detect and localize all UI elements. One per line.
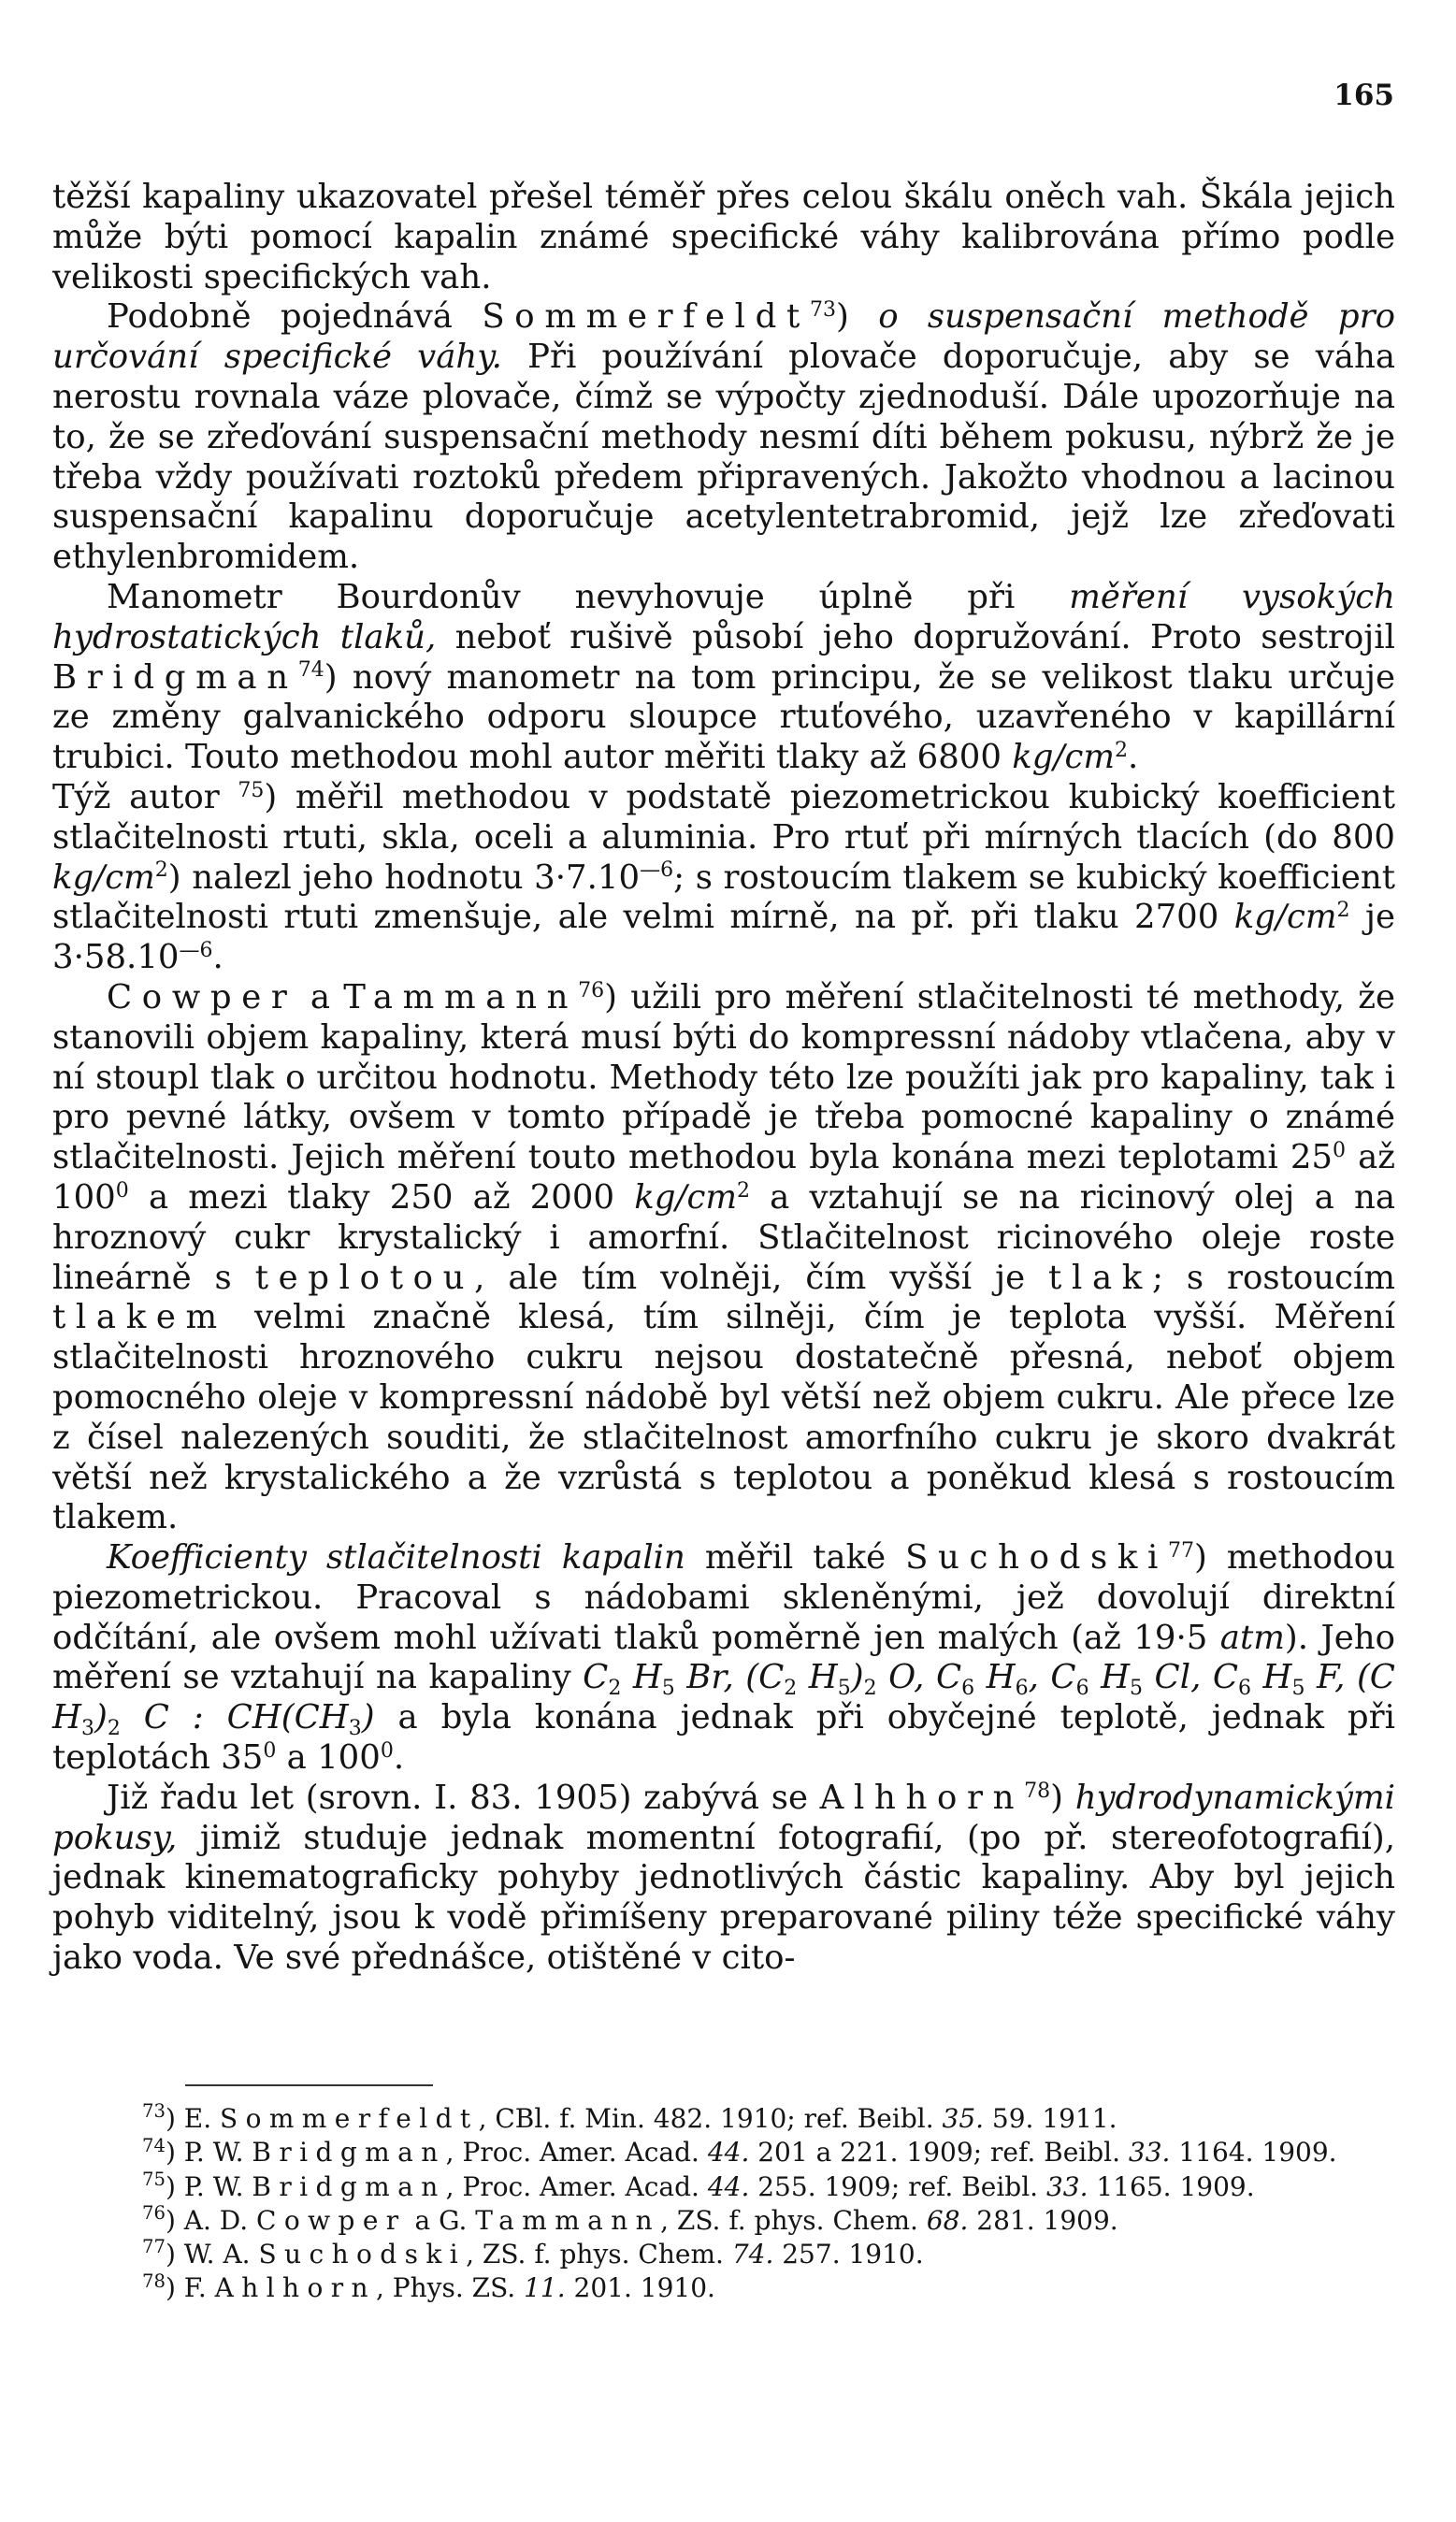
text-run — [734, 1658, 746, 1696]
text-run: 201. 1910. — [565, 2272, 715, 2304]
text-run: ) nový manometr na tom principu, že se velikost tlaku určuje ze změny galvanického odporu sloupce rtuťového, uzavřeného v kapillární trubici. Touto methodou mohl autor měřiti tlaky až 6800 — [52, 657, 1395, 777]
text-run — [1039, 1658, 1051, 1696]
subscript: 6 — [1075, 1677, 1089, 1701]
spaced-name: Sommerfeldt — [482, 297, 810, 337]
text-run: 257. 1910. — [773, 2239, 924, 2270]
spaced-name: Cowper — [107, 977, 297, 1016]
spaced-name: Suchodski — [258, 2239, 467, 2270]
italic-text: o suspensační methodě pro určování specifické váhy. — [52, 297, 1395, 377]
italic-text: 33. — [1045, 2170, 1088, 2202]
italic-text: měření vysokých hydrostatických tlaků, — [52, 577, 1395, 656]
text-run: , CBl. f. Min. 482. 1910; ref. Beibl. — [478, 2103, 943, 2134]
italic-text: H — [974, 1658, 1016, 1697]
text-run: ) F. — [165, 2272, 215, 2304]
text-run: Manometr Bourdonův nevyhovuje úplně při — [107, 577, 1070, 616]
superscript: 2 — [1115, 739, 1129, 763]
text-run: a 100 — [276, 1738, 381, 1778]
page-number: 165 — [1333, 79, 1394, 112]
footnote-fn75 — [52, 2170, 1395, 2204]
text-run: jimiž studuje jednak momentní fotografií, (po př. stereofotografií), jednak kinematograficky pohyby jednotlivých částic kapaliny. Aby byl jejich pohyb viditelný, jsou k vodě přimíšeny preparované piliny téže specifické váhy jako voda. Ve své přednášce, otištěné v cito- — [52, 1818, 1395, 1978]
italic-text: 33. — [1128, 2137, 1171, 2169]
subscript: 5 — [1291, 1677, 1305, 1701]
subscript: 6 — [1238, 1677, 1252, 1701]
body-text — [52, 178, 1395, 1979]
footnotes — [52, 2102, 1395, 2306]
superscript: 2 — [737, 1178, 750, 1203]
spaced-name: tlakem — [52, 1298, 227, 1337]
text-run: , ZS. f. phys. Chem. — [466, 2239, 732, 2270]
italic-text: 44. — [707, 2137, 750, 2169]
spaced-name: Bridgman — [252, 2170, 446, 2202]
text-run: ) A. D. — [165, 2204, 257, 2236]
text-run: , ZS. f. phys. Chem. — [660, 2204, 927, 2236]
paragraph-p2 — [52, 297, 1395, 578]
text-run: a — [296, 977, 344, 1016]
footnote-fn73 — [52, 2102, 1395, 2136]
italic-text: Br, — [674, 1658, 734, 1697]
text-run: velmi značně klesá, tím silněji, čím je teplota vyšší. Měření stlačitelnosti hroznového cukru nejsou dostatečně přesná, neboť objem pomocného oleje v kompressní nádobě byl větší než objem cukru. Ale přece lze z čísel nalezených souditi, že stlačitelnost amorfního cukru je skoro dvakrát větší než krystalického a že vzrůstá s teplotou a poněkud klesá s rostoucím tlakem. — [52, 1298, 1395, 1537]
text-run: , Proc. Amer. Acad. — [445, 2137, 708, 2169]
italic-text: ) — [850, 1658, 864, 1697]
italic-text: H — [797, 1658, 838, 1697]
superscript: 0 — [115, 1178, 129, 1203]
italic-text: kg/cm — [1233, 898, 1337, 937]
footnote-fn77 — [52, 2238, 1395, 2271]
italic-text: C — [1050, 1658, 1076, 1697]
superscript: 75 — [142, 2168, 166, 2190]
footnote-divider — [185, 2084, 433, 2086]
text-run: 201 a 221. 1909; ref. Beibl. — [749, 2137, 1129, 2169]
spaced-name: Tammann — [475, 2204, 661, 2236]
italic-text: H — [1088, 1658, 1131, 1697]
paragraph-p6 — [52, 1538, 1395, 1779]
italic-text: kg/cm — [634, 1177, 737, 1217]
spaced-name: Tammann — [343, 977, 579, 1016]
text-run: 255. 1909; ref. Beibl. — [749, 2170, 1046, 2202]
text-run: ). Jeho měření se vztahují na kapaliny — [52, 1618, 1395, 1697]
subscript: 2 — [608, 1677, 622, 1701]
spaced-name: Alhhorn — [819, 1778, 1025, 1817]
text-run: 59. 1911. — [984, 2103, 1117, 2134]
footnote-fn78 — [52, 2271, 1395, 2305]
paragraph-p5 — [52, 978, 1395, 1538]
paragraph-p3 — [52, 578, 1395, 778]
text-run: , ale tím volněji, čím vyšší je — [474, 1258, 1049, 1297]
italic-text: (C — [745, 1658, 785, 1697]
text-run: ; s rostoucím tlakem se kubický koefficient stlačitelnosti rtuti zmenšuje, ale velmi mírně, na př. při tlaku 2700 — [52, 857, 1395, 937]
text-run: ) nalezl jeho hodnotu 3·7.10 — [167, 857, 641, 897]
italic-text: kg/cm — [1012, 738, 1116, 777]
spaced-name: Suchodski — [905, 1538, 1169, 1578]
text-run: , Proc. Amer. Acad. — [445, 2170, 708, 2202]
subscript: 3 — [80, 1716, 94, 1740]
text-run: Při používání plovače doporučuje, aby se váha nerostu rovnala váze plovače, čímž se výpočty zjednoduší. Dále upozorňuje na to, že se zřeďování suspensační methody nesmí díti během pokusu, nýbrž že je třeba vždy používati roztoků předem připravených. Jakožto vhodnou a lacinou suspensační kapalinu doporučuje acetylentetrabromid, jejž lze zřeďovati ethylenbromidem. — [52, 338, 1396, 577]
text-run: Týž autor — [52, 777, 238, 816]
superscript: 0 — [1333, 1139, 1347, 1163]
superscript: 76 — [578, 978, 605, 1002]
italic-text: (C H — [52, 1658, 1395, 1737]
spaced-name: Bridgman — [252, 2137, 446, 2169]
superscript: —6 — [179, 939, 213, 963]
subscript: 2 — [107, 1716, 121, 1740]
superscript: 77 — [142, 2236, 166, 2258]
superscript: 74 — [297, 658, 324, 683]
text-run: ) měřil methodou v podstatě piezometrickou kubický koefficient stlačitelnosti rtuti, skla, oceli a aluminia. Pro rtuť při mírných tlacích (do 800 — [52, 777, 1395, 857]
subscript: 5 — [837, 1677, 851, 1701]
text-run: ) P. W. — [165, 2137, 252, 2169]
subscript: 2 — [784, 1677, 798, 1701]
italic-text: C — [1212, 1658, 1239, 1697]
italic-text: C — [583, 1658, 609, 1697]
superscript: 0 — [263, 1738, 277, 1763]
text-run: , Phys. ZS. — [375, 2272, 525, 2304]
text-run — [924, 1658, 936, 1696]
paragraph-p4 — [52, 778, 1395, 978]
text-run — [1201, 1658, 1213, 1696]
italic-text: 11. — [524, 2272, 566, 2304]
text-run: ) P. W. — [165, 2170, 252, 2202]
text-run: . — [1128, 738, 1139, 777]
italic-text: ) — [94, 1698, 108, 1737]
italic-text: 68. — [926, 2204, 969, 2236]
subscript: 2 — [863, 1677, 877, 1701]
spaced-name: tlak — [1048, 1258, 1152, 1297]
italic-text: 74. — [731, 2239, 774, 2270]
text-run: ) methodou piezometrickou. Pracoval s nádobami skleněnými, jež dovolují direktní odčítání, ale ovšem mohl užívati tlaků poměrně jen malých (až 19·5 — [52, 1538, 1395, 1657]
text-run: až 100 — [52, 1138, 1395, 1217]
text-run: a mezi tlaky 250 až 2000 — [128, 1177, 635, 1217]
text-run: je 3·58.10 — [52, 898, 1395, 977]
text-run: Podobně pojednává — [107, 297, 483, 337]
superscript: 78 — [1024, 1779, 1051, 1803]
superscript: 75 — [238, 778, 265, 802]
text-run: 1164. 1909. — [1170, 2137, 1337, 2169]
italic-text: kg/cm — [52, 857, 155, 897]
footnote-fn76 — [52, 2204, 1395, 2238]
text-run: a vztahují se na ricinový olej a na hroznový cukr krystalický i amorfní. Stlačitelnost ricinového oleje roste lineárně s — [52, 1177, 1395, 1297]
subscript: 5 — [661, 1677, 675, 1701]
italic-text: F, — [1305, 1658, 1346, 1697]
italic-text: atm — [1219, 1618, 1285, 1657]
subscript: 5 — [1130, 1677, 1144, 1701]
paragraph-p1 — [52, 178, 1395, 297]
text-run: ) užili pro měření stlačitelnosti té methody, že stanovili objem kapaliny, která musí býti do kompressní nádoby vtlačena, aby v ní stoupl tlak o určitou hodnotu. Methody této lze použíti jak pro kapaliny, tak i pro pevné látky, ovšem v tomto případě je třeba pomocné kapaliny o známé stlačitelnosti. Jejich měření touto methodou byla konána mezi teplotami 25 — [52, 977, 1396, 1177]
subscript: 3 — [348, 1716, 362, 1740]
italic-text: 44. — [707, 2170, 750, 2202]
text-run: ) W. A. — [165, 2239, 259, 2270]
text-run — [1345, 1658, 1357, 1696]
spaced-name: Sommerfeldt — [220, 2103, 479, 2134]
italic-text: ) — [361, 1698, 375, 1737]
superscript: 73 — [809, 298, 836, 323]
text-run: měřil také — [685, 1538, 906, 1578]
superscript: 2 — [154, 858, 168, 883]
italic-text: 35. — [942, 2103, 985, 2134]
text-run: 281. 1909. — [968, 2204, 1118, 2236]
paragraph-p7 — [52, 1779, 1395, 1979]
italic-text: Cl, — [1143, 1658, 1202, 1697]
italic-text: O, — [876, 1658, 925, 1697]
spaced-name: teplotou — [254, 1258, 475, 1297]
superscript: 2 — [1336, 899, 1350, 923]
italic-text: C — [935, 1658, 962, 1697]
spaced-name: Bridgman — [52, 657, 298, 697]
superscript: —6 — [640, 858, 674, 883]
italic-text: hydrodynamickými pokusy, — [52, 1778, 1395, 1857]
italic-text: C : CH(CH — [120, 1698, 349, 1737]
text-run: ; s rostoucím — [1151, 1258, 1396, 1297]
subscript: 6 — [1015, 1677, 1029, 1701]
text-run: a byla konána jednak při obyčejné teplotě, jednak při teplotách 35 — [52, 1698, 1395, 1778]
spaced-name: Cowper — [256, 2204, 407, 2236]
text-run: ) — [835, 297, 879, 337]
italic-text: H — [621, 1658, 662, 1697]
text-run: . — [393, 1738, 405, 1778]
text-run: 1165. 1909. — [1088, 2170, 1255, 2202]
italic-text: Koefficienty stlačitelnosti kapalin — [107, 1538, 685, 1578]
text-run: těžší kapaliny ukazovatel přešel téměř přes celou škálu oněch vah. Škála jejich může býti pomocí kapalin známé specifické váhy kalibrována přímo podle velikosti specifických vah. — [52, 178, 1395, 296]
superscript: 73 — [142, 2100, 166, 2123]
italic-text: , — [1028, 1658, 1039, 1697]
text-run: ) E. — [165, 2103, 221, 2134]
superscript: 0 — [380, 1738, 394, 1763]
text-run: ) — [1050, 1778, 1075, 1817]
text-run: a G. — [406, 2204, 476, 2236]
superscript: 76 — [142, 2202, 166, 2225]
subscript: 6 — [961, 1677, 975, 1701]
italic-text: H — [1251, 1658, 1292, 1697]
footnote-fn74 — [52, 2136, 1395, 2169]
superscript: 74 — [142, 2134, 166, 2156]
text-run: neboť rušivě působí jeho dopružování. Proto sestrojil — [436, 617, 1395, 656]
spaced-name: Ahlhorn — [214, 2272, 376, 2304]
superscript: 77 — [1168, 1539, 1195, 1563]
text-run: Již řadu let (srovn. I. 83. 1905) zabývá se — [107, 1778, 820, 1817]
text-run: . — [212, 938, 223, 977]
superscript: 78 — [142, 2270, 166, 2292]
